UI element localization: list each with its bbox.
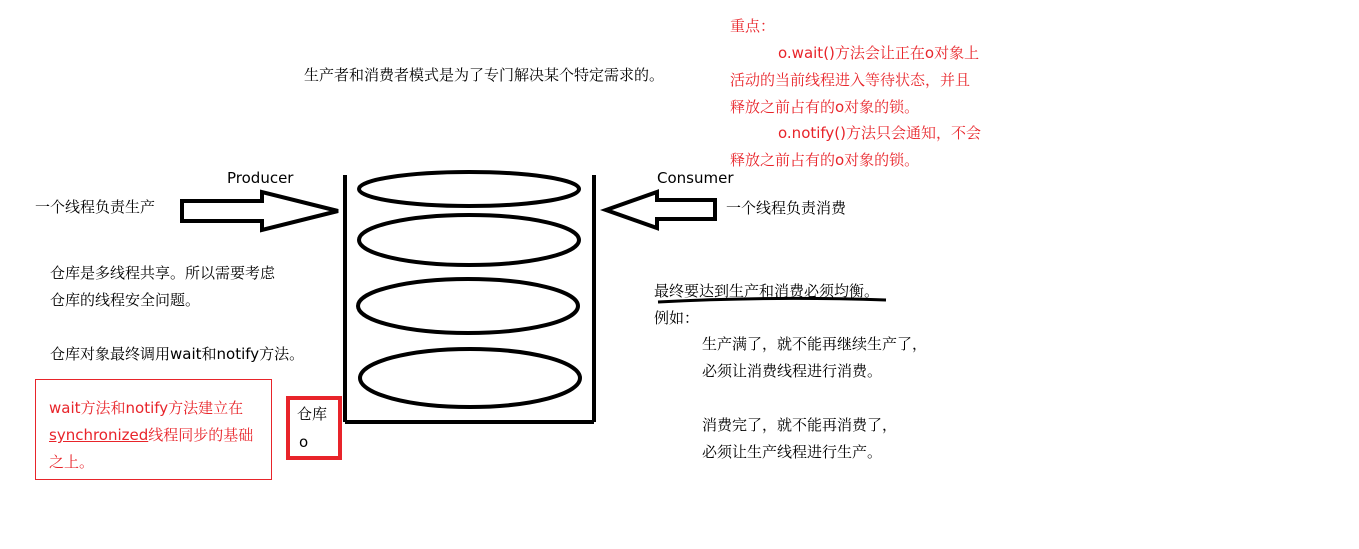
example-1-line-2: 必须让消费线程进行消费。: [702, 362, 883, 380]
product-stack: [358, 172, 580, 407]
producer-description: 一个线程负责生产: [35, 198, 156, 216]
sync-note-line-1: wait方法和notify方法建立在: [49, 399, 244, 417]
key-point-line-2: 活动的当前线程进入等待状态，并且: [730, 71, 971, 89]
pattern-title: 生产者和消费者模式是为了专门解决某个特定需求的。: [304, 66, 665, 84]
warehouse-note-line-3: 仓库对象最终调用wait和notify方法。: [50, 345, 305, 363]
consumer-description: 一个线程负责消费: [726, 199, 847, 217]
example-2-line-2: 必须让生产线程进行生产。: [702, 443, 883, 461]
product-ellipse-4: [360, 349, 580, 407]
sync-note-line-2-rest: 线程同步的基础: [148, 426, 254, 444]
key-point-line-3: 释放之前占有的o对象的锁。: [730, 98, 920, 116]
key-point-line-1: o.wait()方法会让正在o对象上: [778, 44, 980, 62]
synchronized-keyword: synchronized: [49, 426, 149, 444]
example-label: 例如：: [654, 309, 700, 327]
sync-note-line-2: [49, 425, 253, 445]
balance-heading: 最终要达到生产和消费必须均衡。: [654, 282, 880, 300]
key-point-line-4: o.notify()方法只会通知，不会: [778, 124, 982, 142]
key-points-heading: 重点：: [730, 17, 776, 35]
warehouse-note-line-1: 仓库是多线程共享。所以需要考虑: [50, 264, 276, 282]
product-ellipse-1: [359, 172, 579, 206]
warehouse-label-line-1: 仓库: [297, 405, 328, 423]
consumer-label: Consumer: [657, 169, 734, 187]
consumer-arrow: [606, 192, 715, 228]
sync-note-line-3: 之上。: [49, 453, 95, 471]
warehouse-container: [345, 175, 594, 422]
product-ellipse-3: [358, 279, 578, 333]
producer-label: Producer: [227, 169, 294, 187]
example-1-line-1: 生产满了，就不能再继续生产了，: [702, 335, 928, 353]
product-ellipse-2: [359, 215, 579, 265]
producer-arrow: [182, 192, 338, 230]
warehouse-label-line-2: o: [299, 433, 309, 451]
warehouse-note-line-2: 仓库的线程安全问题。: [50, 291, 201, 309]
example-2-line-1: 消费完了，就不能再消费了，: [702, 416, 898, 434]
key-point-line-5: 释放之前占有的o对象的锁。: [730, 151, 920, 169]
